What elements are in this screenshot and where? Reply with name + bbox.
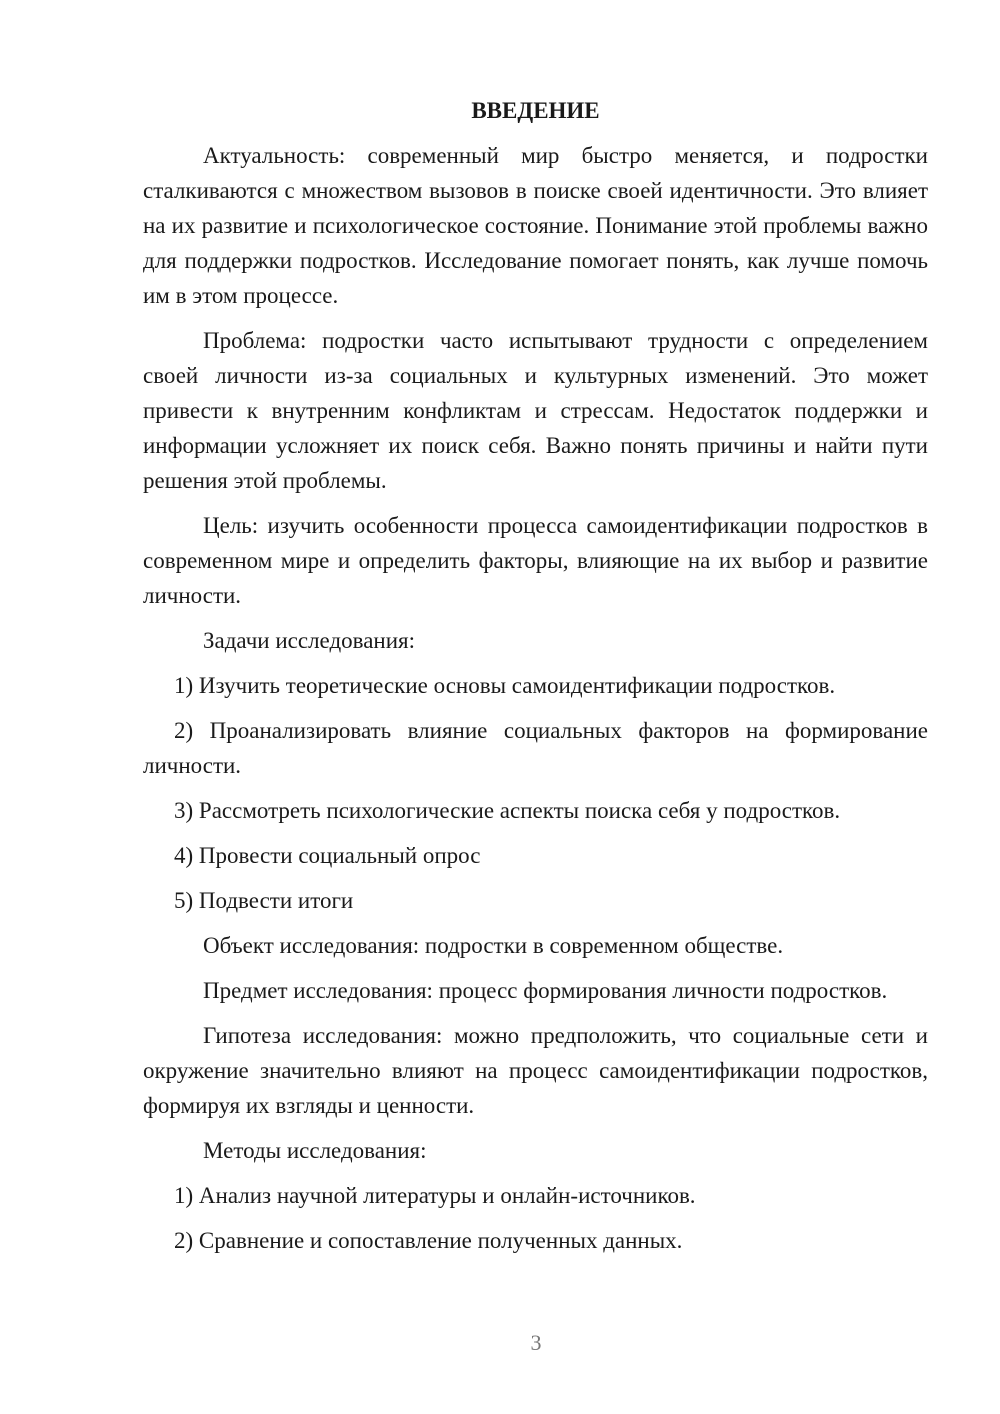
relevance-paragraph: Актуальность: современный мир быстро меняется, и подростки сталкиваются с множеством вызовов в поиске своей идентичности. Это влияет на их развитие и психологическое состояние. Понимание этой проблемы важно для поддержки подростков. Исследование помогает понять, как лучше помочь им в этом процессе. (143, 143, 928, 308)
section-title: ВВЕДЕНИЕ (471, 98, 600, 123)
task-item-1: 1) Изучить теоретические основы самоидентификации подростков. (174, 673, 836, 698)
problem-paragraph: Проблема: подростки часто испытывают трудности с определением своей личности из-за социальных и культурных изменений. Это может привести к внутренним конфликтам и стрессам. Недостаток поддержки и информации усложняет их поиск себя. Важно понять причины и найти пути решения этой проблемы. (143, 328, 928, 493)
task-item-2: 2) Проанализировать влияние социальных факторов на формирование личности. (143, 718, 928, 778)
page-content (143, 93, 928, 1268)
methods-heading: Методы исследования: (203, 1138, 427, 1163)
hypothesis-paragraph: Гипотеза исследования: можно предположить, что социальные сети и окружение значительно влияют на процесс самоидентификации подростков, формируя их взгляды и ценности. (143, 1023, 928, 1118)
task-item-5: 5) Подвести итоги (174, 888, 354, 913)
tasks-heading: Задачи исследования: (203, 628, 416, 653)
task-item-3: 3) Рассмотреть психологические аспекты поиска себя у подростков. (174, 798, 841, 823)
method-item-2: 2) Сравнение и сопоставление полученных данных. (174, 1228, 683, 1253)
goal-paragraph: Цель: изучить особенности процесса самоидентификации подростков в современном мире и определить факторы, влияющие на их выбор и развитие личности. (143, 513, 928, 608)
page-number: 3 (530, 1330, 542, 1355)
method-item-1: 1) Анализ научной литературы и онлайн-источников. (174, 1183, 696, 1208)
task-item-4: 4) Провести социальный опрос (174, 843, 481, 868)
subject-paragraph: Предмет исследования: процесс формирования личности подростков. (203, 978, 888, 1003)
object-paragraph: Объект исследования: подростки в современном обществе. (203, 933, 784, 958)
